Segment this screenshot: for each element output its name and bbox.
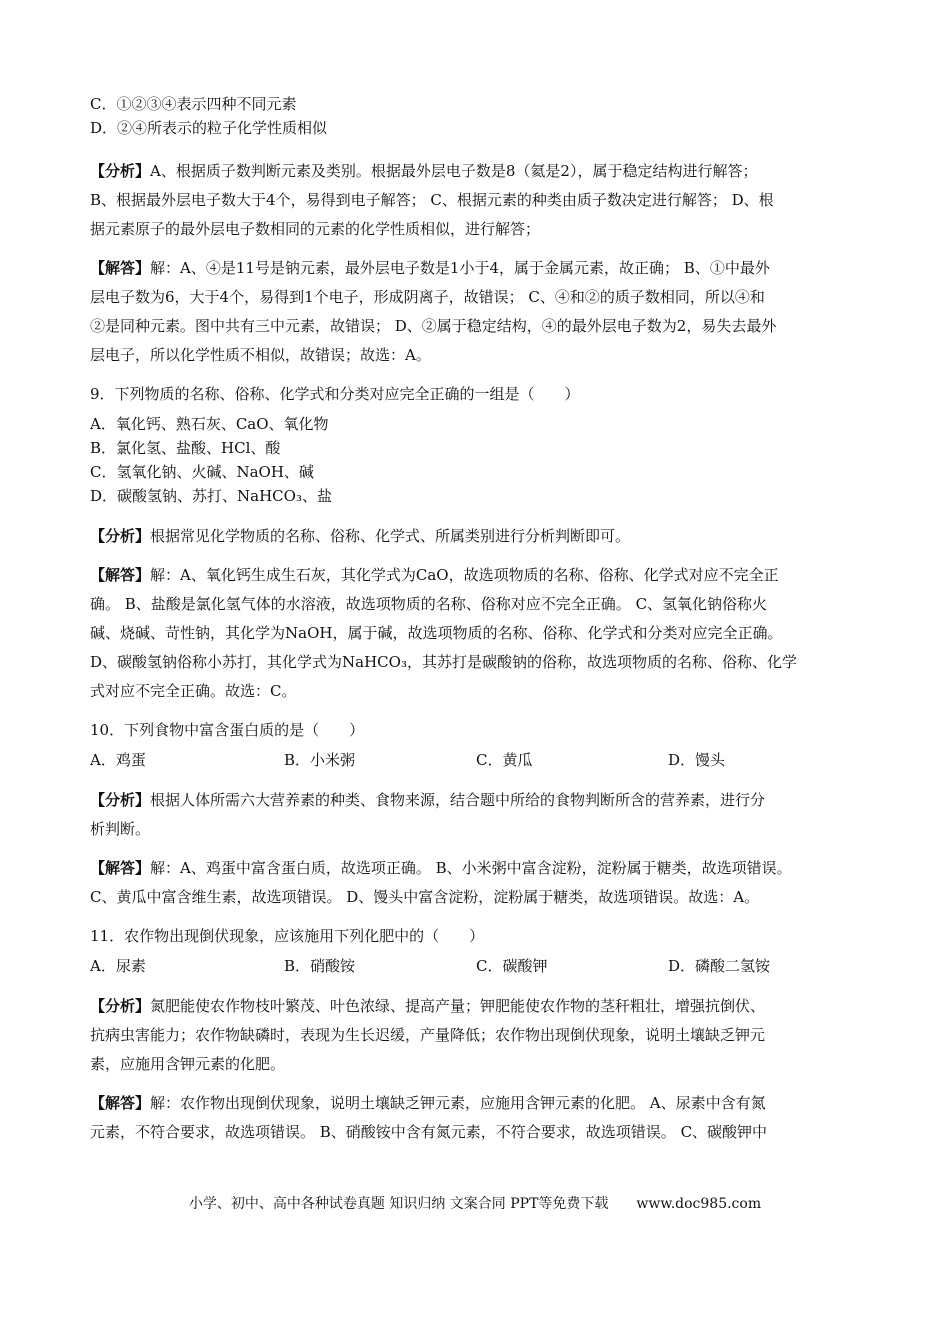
q11-answer-line-2: 元素，不符合要求，故选项错误。 B、硝酸铵中含有氮元素，不符合要求，故选项错误。 C、碳酸钾中 [90, 1123, 768, 1141]
q8-analysis-line-1: 【分析】A、根据质子数判断元素及类别。根据最外层电子数是8（氦是2），属于稳定结构进行解答； [90, 162, 758, 180]
q10-analysis-line-1: 【分析】根据人体所需六大营养素的种类、食物来源，结合题中所给的食物判断所含的营养素，进行分 [90, 791, 766, 809]
q9-analysis-line-1: 【分析】根据常见化学物质的名称、俗称、化学式、所属类别进行分析判断即可。 [90, 527, 631, 545]
q9-option-c: C．氢氧化钠、火碱、NaOH、碱 [90, 463, 314, 481]
q9-answer-line-2: 确。 B、盐酸是氯化氢气体的水溶液，故选项物质的名称、俗称对应不完全正确。 C、氢氧化钠俗称火 [90, 595, 768, 613]
q9-option-d: D．碳酸氢钠、苏打、NaHCO₃、盐 [90, 487, 332, 505]
q11-analysis-line-3: 素，应施用含钾元素的化肥。 [90, 1055, 286, 1073]
q8-option-c: C．①②③④表示四种不同元素 [90, 95, 297, 113]
q9-option-b: B．氯化氢、盐酸、HCl、酸 [90, 439, 281, 457]
q11-analysis-line-1: 【分析】氮肥能使农作物枝叶繁茂、叶色浓绿、提高产量；钾肥能使农作物的茎秆粗壮，增强抗倒伏、 [90, 997, 766, 1015]
answer-tag: 【解答】 [90, 259, 151, 277]
q11-option-b: B．硝酸铵 [284, 957, 356, 975]
q8-answer-line-4: 层电子，所以化学性质不相似，故错误；故选：A。 [90, 346, 431, 364]
page-footer: 小学、初中、高中各种试卷真题 知识归纳 文案合同 PPT等免费下载 www.doc985.com [188, 1196, 762, 1212]
q8-analysis-line-2: B、根据最外层电子数大于4个，易得到电子解答； C、根据元素的种类由质子数决定进行解答； D、根 [90, 191, 774, 209]
q10-answer-line-1: 【解答】解：A、鸡蛋中富含蛋白质，故选项正确。 B、小米粥中富含淀粉，淀粉属于糖类，故选项错误。 [90, 859, 792, 877]
analysis-tag: 【分析】 [90, 791, 151, 809]
answer-tag: 【解答】 [90, 566, 151, 584]
analysis-tag: 【分析】 [90, 527, 151, 545]
q10-option-a: A．鸡蛋 [90, 751, 146, 769]
analysis-tag: 【分析】 [90, 162, 151, 180]
q11-analysis-line-2: 抗病虫害能力；农作物缺磷时，表现为生长迟缓，产量降低；农作物出现倒伏现象，说明土壤缺乏钾元 [90, 1026, 766, 1044]
q11-stem: 11．农作物出现倒伏现象，应该施用下列化肥中的（ ） [90, 927, 485, 945]
q11-option-a: A．尿素 [90, 957, 146, 975]
q9-option-a: A．氧化钙、熟石灰、CaO、氧化物 [90, 415, 329, 433]
q9-answer-line-4: D、碳酸氢钠俗称小苏打，其化学式为NaHCO₃，其苏打是碳酸钠的俗称，故选项物质的名称、俗称、化学 [90, 653, 797, 671]
q9-stem: 9．下列物质的名称、俗称、化学式和分类对应完全正确的一组是（ ） [90, 385, 580, 403]
q8-answer-line-1: 【解答】解：A、④是11号是钠元素，最外层电子数是1小于4，属于金属元素，故正确； B、①中最外 [90, 259, 770, 277]
q10-option-b: B．小米粥 [284, 751, 356, 769]
q11-option-c: C．碳酸钾 [476, 957, 548, 975]
analysis-tag: 【分析】 [90, 997, 151, 1015]
q8-answer-line-3: ②是同种元素。图中共有三中元素，故错误； D、②属于稳定结构，④的最外层电子数为2，易失去最外 [90, 317, 777, 335]
q10-answer-line-2: C、黄瓜中富含维生素，故选项错误。 D、馒头中富含淀粉，淀粉属于糖类，故选项错误。故选：A。 [90, 888, 760, 906]
q10-stem: 10．下列食物中富含蛋白质的是（ ） [90, 721, 365, 739]
answer-tag: 【解答】 [90, 1094, 151, 1112]
q11-option-d: D．磷酸二氢铵 [668, 957, 771, 975]
q9-answer-line-3: 碱、烧碱、苛性钠，其化学为NaOH，属于碱，故选项物质的名称、俗称、化学式和分类对应完全正确。 [90, 624, 783, 642]
q9-answer-line-1: 【解答】解：A、氧化钙生成生石灰，其化学式为CaO，故选项物质的名称、俗称、化学式对应不完全正 [90, 566, 779, 584]
q8-answer-line-2: 层电子数为6，大于4个，易得到1个电子，形成阴离子，故错误； C、④和②的质子数相同，所以④和 [90, 288, 765, 306]
q10-option-d: D．馒头 [668, 751, 726, 769]
answer-tag: 【解答】 [90, 859, 151, 877]
q9-answer-line-5: 式对应不完全正确。故选：C。 [90, 682, 297, 700]
q11-answer-line-1: 【解答】解：农作物出现倒伏现象，说明土壤缺乏钾元素，应施用含钾元素的化肥。 A、尿素中含有氮 [90, 1094, 766, 1112]
q8-analysis-line-3: 据元素原子的最外层电子数相同的元素的化学性质相似，进行解答； [90, 220, 541, 238]
q10-analysis-line-2: 析判断。 [90, 820, 151, 838]
q10-option-c: C．黄瓜 [476, 751, 533, 769]
q8-option-d: D．②④所表示的粒子化学性质相似 [90, 119, 328, 137]
